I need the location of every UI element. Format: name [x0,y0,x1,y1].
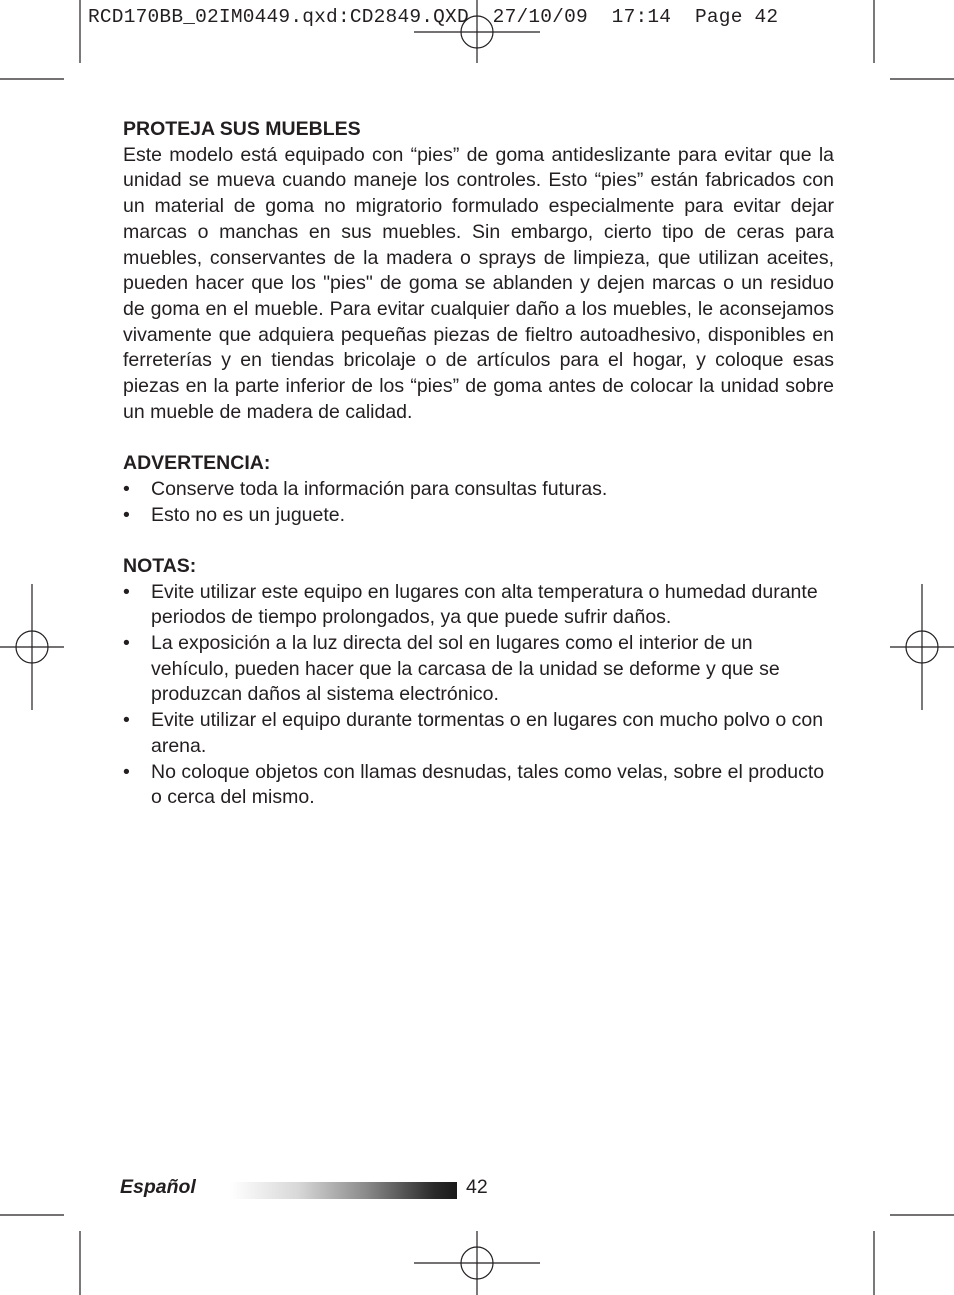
section-body-protect-furniture: Este modelo está equipado con “pies” de goma antideslizante para evitar que la unidad se mueva cuando maneje los controles. Esto “pies” están fabricados con un material de goma no migratorio formulado especialmente para evitar dejar marcas o manchas en sus muebles. Sin embargo, cierto tipo de ceras para muebles, conservantes de la madera o sprays de limpieza, que utilizan aceites, pueden hacer que los "pies" de goma se ablanden y dejen marcas o un residuo de goma en el mueble. Para evitar cualquier daño a los muebles, le aconsejamos vivamente que adquiera pequeñas piezas de fieltro autoadhesivo, disponibles en ferreterías y en tiendas bricolaje o de artículos para el hogar, y coloque esas piezas en la parte inferior de los “pies” de goma antes de colocar la unidad sobre un mueble de madera de calidad. [123,143,834,423]
page-content [123,117,834,811]
list-item [123,631,834,708]
list-item [123,477,834,503]
bullet-icon: • [123,580,130,603]
registration-mark-bottom [414,1231,540,1295]
list-item-text: Conserve toda la información para consultas futuras. [151,477,608,500]
section-heading-warning: ADVERTENCIA: [123,452,271,475]
list-item [123,580,834,631]
registration-mark-left [0,584,64,710]
bullet-icon: • [123,503,130,526]
warning-list [123,477,834,528]
footer-gradient-bar [230,1182,457,1199]
bullet-icon: • [123,760,130,783]
footer-language-label: Español [120,1176,196,1198]
list-item [123,503,834,529]
bullet-icon: • [123,709,130,732]
list-item-text: Evite utilizar el equipo durante tormentas o en lugares con mucho polvo o con arena. [151,709,824,757]
section-heading-protect-furniture: PROTEJA SUS MUEBLES [123,118,361,140]
registration-mark-top [414,0,540,63]
list-item-text: Esto no es un juguete. [151,503,346,526]
page-number: 42 [466,1176,488,1198]
list-item [123,760,834,811]
list-item-text: La exposición a la luz directa del sol en lugares como el interior de un vehículo, pueden hacer que la carcasa de la unidad se deforme y que se produzcan daños al sistema electrónico. [151,632,780,706]
bullet-icon: • [123,477,130,500]
section-heading-notes: NOTAS: [123,554,197,577]
notes-list [123,580,834,811]
print-slug: RCD170BB_02IM0449.qxd:CD2849.QXD 27/10/09 17:14 Page 42 [88,6,779,28]
registration-mark-right [890,584,954,710]
list-item-text: Evite utilizar este equipo en lugares con alta temperatura o humedad durante periodos de tiempo prolongados, ya que puede sufrir daños. [151,580,818,629]
list-item [123,708,834,759]
list-item-text: No coloque objetos con llamas desnudas, tales como velas, sobre el producto o cerca del mismo. [151,760,825,809]
bullet-icon: • [123,632,130,655]
